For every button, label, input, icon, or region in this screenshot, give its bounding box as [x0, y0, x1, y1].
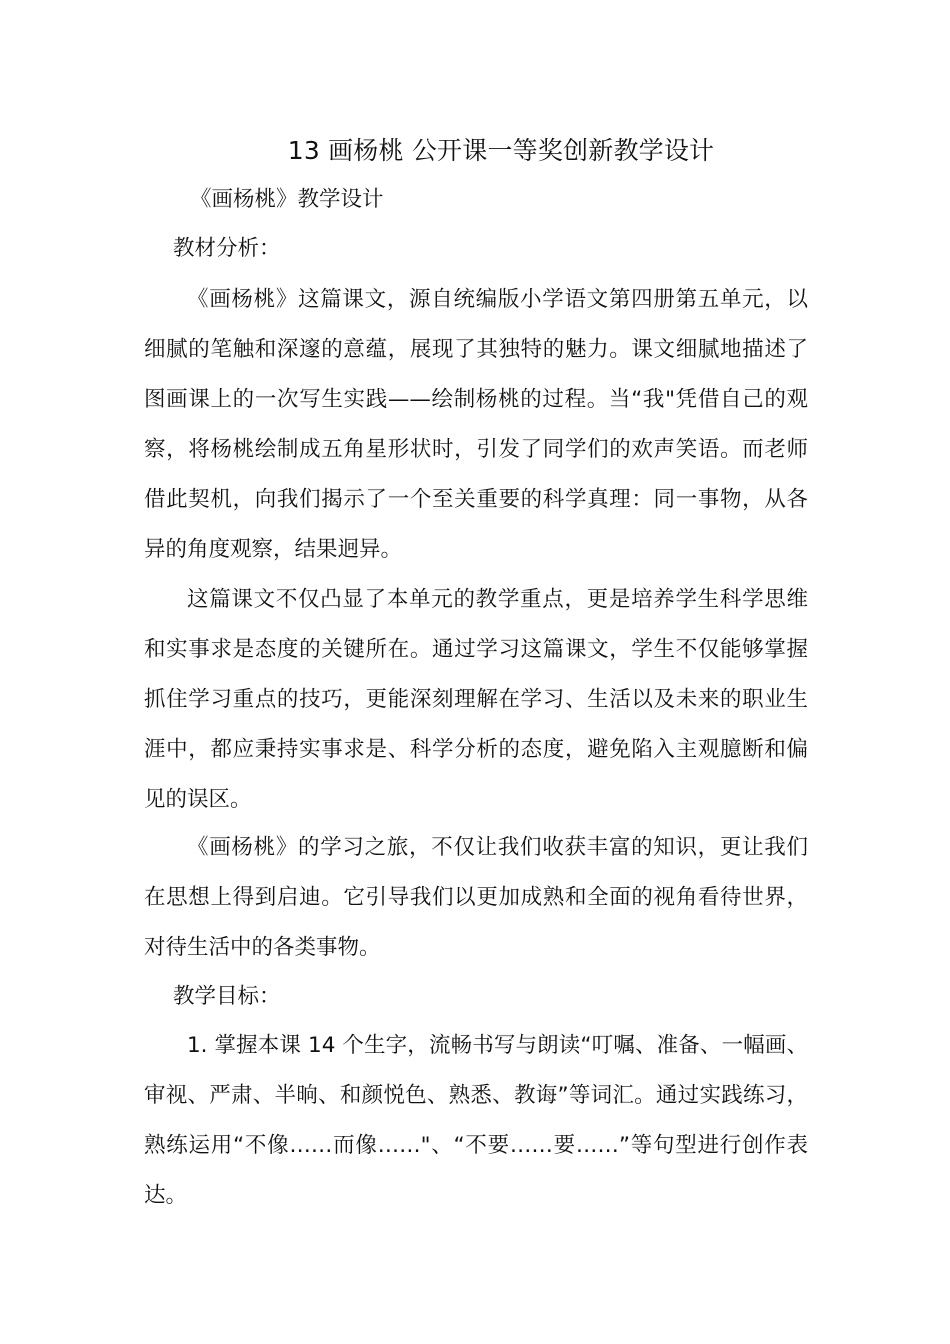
paragraph-analysis-1: 《画杨桃》这篇课文，源自统编版小学语文第四册第五单元，以细腻的笔触和深邃的意蕴，展现了其独特的魅力。课文细腻地描述了图画课上的一次写生实践——绘制杨桃的过程。当“我"凭借自己的观察，将杨桃绘制成五角星形状时，引发了同学们的欢声笑语。而老师借此契机，向我们揭示了一个至关重要的科学真理：同一事物，从各异的角度观察，结果迥异。 [144, 287, 808, 562]
document-title: 13 画杨桃 公开课一等奖创新教学设计 [287, 136, 715, 165]
section-heading-goals: 教学目标： [173, 984, 281, 1009]
document-subtitle: 《画杨桃》教学设计 [190, 187, 384, 212]
section-heading-analysis: 教材分析： [173, 236, 281, 261]
teaching-goal-1: 1. 掌握本课 14 个生字，流畅书写与朗读“叮嘱、准备、一幅画、审视、严肃、半晌、和颜悦色、熟悉、教诲”等词汇。通过实践练习，熟练运用“不像……而像……"、“不要……要……”等句型进行创作表达。 [144, 1033, 808, 1208]
paragraph-analysis-2: 这篇课文不仅凸显了本单元的教学重点，更是培养学生科学思维和实事求是态度的关键所在。通过学习这篇课文，学生不仅能够掌握抓住学习重点的技巧，更能深刻理解在学习、生活以及未来的职业生涯中，都应秉持实事求是、科学分析的态度，避免陷入主观臆断和偏见的误区。 [144, 587, 808, 812]
paragraph-analysis-3: 《画杨桃》的学习之旅，不仅让我们收获丰富的知识，更让我们在思想上得到启迪。它引导我们以更加成熟和全面的视角看待世界，对待生活中的各类事物。 [144, 835, 808, 960]
